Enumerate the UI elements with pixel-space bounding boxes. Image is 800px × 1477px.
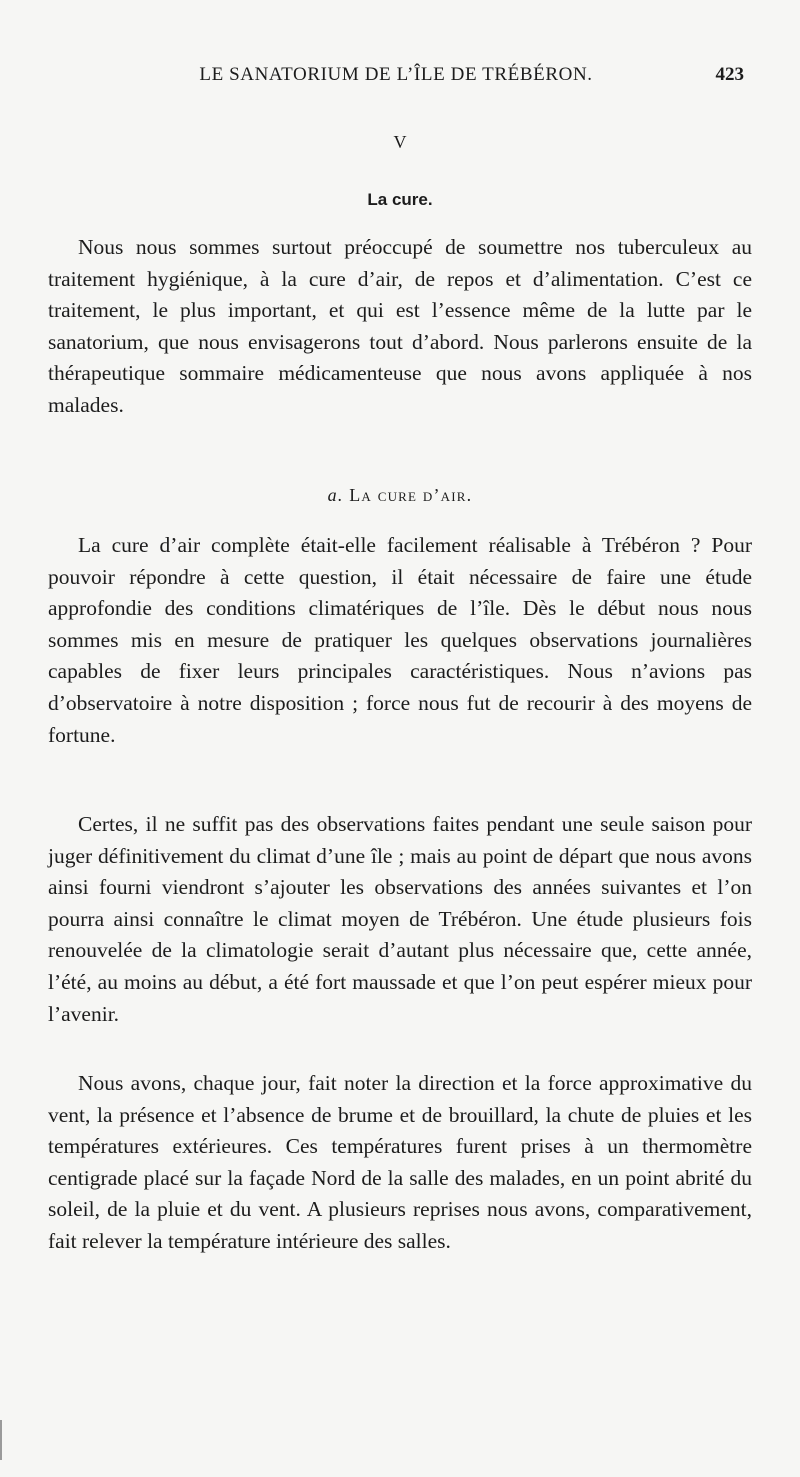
subsection-letter: a. (327, 485, 344, 505)
paragraph-2: La cure d’air complète était-elle facilement réalisable à Trébéron ? Pour pouvoir répondre à cette question, il était nécessaire de faire une étude approfondie des conditions climatériques de l’île. Dès le début nous nous sommes mis en mesure de pratiquer les quelques observations journalières capables de fixer leurs principales caractéristiques. Nous n’avions pas d’observatoire à notre disposition ; force nous fut de recourir à des moyens de fortune. (48, 533, 752, 747)
running-title: LE SANATORIUM DE L’ÎLE DE TRÉBÉRON. (199, 64, 593, 85)
paragraph-4: Nous avons, chaque jour, fait noter la direction et la force approximative du vent, la présence et l’absence de brume et de brouillard, la chute de pluies et les températures extérieures. Ces températures furent prises à un thermomètre centigrade placé sur la façade Nord de la salle des malades, en un point abrité du soleil, de la pluie et du vent. A plusieurs reprises nous avons, comparativement, fait relever la température intérieure des salles. (48, 1071, 752, 1253)
section-title: La cure. (367, 190, 433, 209)
subsection-heading (0, 485, 800, 506)
subsection-title: La cure d’air. (349, 485, 473, 505)
paragraph-3: Certes, il ne suffit pas des observations faites pendant une seule saison pour juger définitivement du climat d’une île ; mais au point de départ que nous avons ainsi fourni viendront s’ajouter les observations des années suivantes et l’on pourra ainsi connaître le climat moyen de Trébéron. Une étude plusieurs fois renouvelée de la climatologie serait d’autant plus nécessaire que, cette année, l’été, au moins au début, a été fort maussade et que l’on peut espérer mieux pour l’avenir. (48, 812, 752, 1026)
margin-mark (0, 1420, 2, 1460)
running-header (48, 64, 744, 94)
paragraph-1: Nous nous sommes surtout préoccupé de soumettre nos tuberculeux au traitement hygiénique, à la cure d’air, de repos et d’alimentation. C’est ce traitement, le plus important, et qui est l’essence même de la lutte par le sanatorium, que nous envisagerons tout d’abord. Nous parlerons ensuite de la thérapeutique sommaire médicamenteuse que nous avons appliquée à nos malades. (48, 235, 752, 417)
page-number: 423 (715, 64, 744, 85)
section-number: V (393, 132, 407, 152)
